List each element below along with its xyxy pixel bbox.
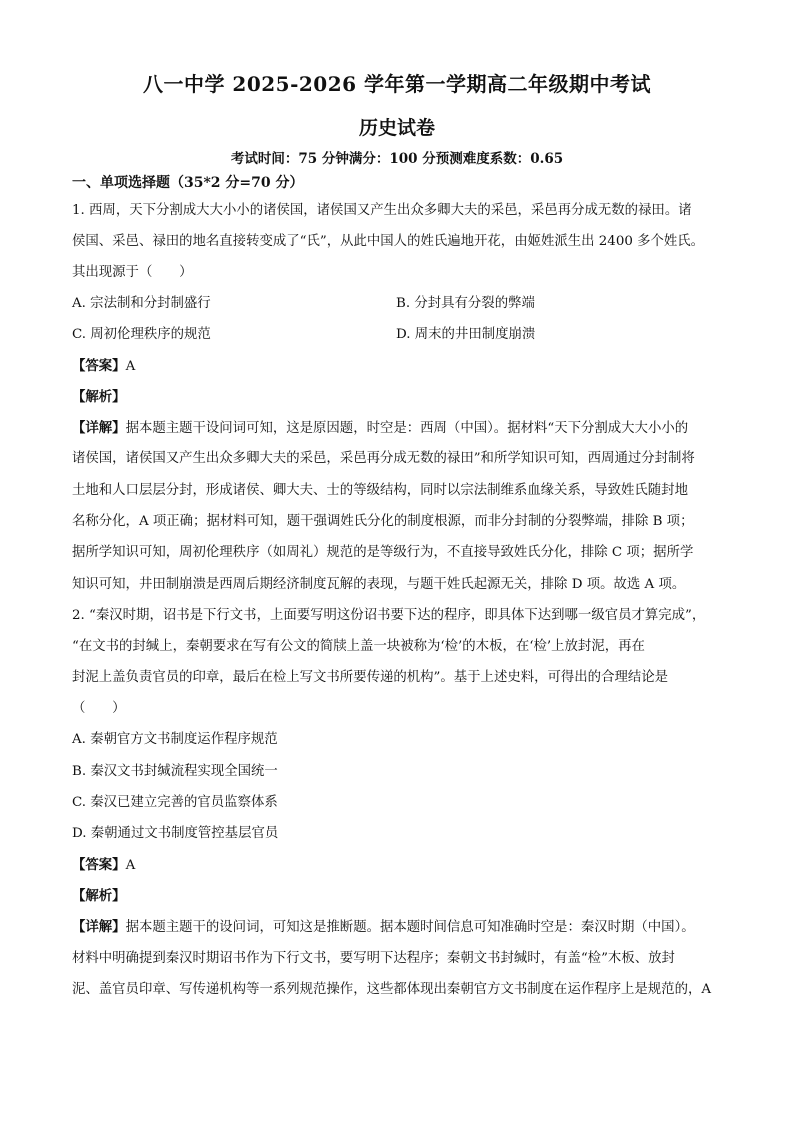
q2-option-c: C. 秦汉已建立完善的官员监察体系 [72,795,278,810]
q1-stem-line: 其出现源于（ ） [72,265,193,280]
q2-option-d: D. 秦朝通过文书制度管控基层官员 [72,826,279,841]
q2-answer [72,856,135,875]
q1-stem-line: 1. 西周，天下分割成大大小小的诸侯国，诸侯国又产生出众多卿大夫的采邑，采邑再分成无数的禄田。诸 [72,203,692,218]
q2-analysis-tag [72,887,126,906]
exam-info: 考试时间：75 分钟满分：100 分预测难度系数：0.65 [230,151,564,167]
detail-tag: 【详解】 [72,919,126,935]
answer-tag: 【答案】 [72,358,126,374]
q1-detail-line: 名称分化，A 项正确；据材料可知，题干强调姓氏分化的制度根源，而非分封制的分裂弊端，排除 B 项； [72,514,694,529]
analysis-tag: 【解析】 [72,389,126,405]
answer-value: A [125,858,136,873]
q2-detail-line: 材料中明确提到秦汉时期诏书作为下行文书，要写明下达程序；秦朝文书封缄时，有盖“检”木板、放封 [72,951,675,966]
detail-text: 据本题主题干的设问词，可知这是推断题。据本题时间信息可知准确时空是：秦汉时期（中国）。 [125,920,695,935]
q2-detail-line: 泥、盖官员印章、写传递机构等一系列规范操作，这些都体现出秦朝官方文书制度在运作程序上是规范的，A [72,982,712,997]
q1-detail-line: 土地和人口层层分封，形成诸侯、卿大夫、士的等级结构，同时以宗法制维系血缘关系，导致姓氏随封地 [72,483,688,498]
q1-detail-line [72,419,688,438]
q1-option-d: D. 周末的井田制度崩溃 [396,327,536,342]
answer-tag: 【答案】 [72,857,126,873]
q1-analysis-tag [72,388,126,407]
q1-answer [72,357,135,376]
q2-stem-line: （ ） [72,701,126,716]
detail-tag: 【详解】 [72,420,126,436]
q2-detail-line [72,918,695,937]
q1-stem-line: 侯国、采邑、禄田的地名直接转变成了“氏”，从此中国人的姓氏遍地开花，由姬姓派生出 2400 多个姓氏。 [72,234,705,249]
analysis-tag: 【解析】 [72,888,126,904]
q1-detail-line: 据所学知识可知，周初伦理秩序（如周礼）规范的是等级行为，不直接导致姓氏分化，排除 C 项；据所学 [72,545,694,560]
subject-title: 历史试卷 [358,117,435,139]
answer-value: A [125,359,136,374]
q1-detail-line: 知识可知，井田制崩溃是西周后期经济制度瓦解的表现，与题干姓氏起源无关，排除 D 项。故选 A 项。 [72,577,686,592]
q2-option-b: B. 秦汉文书封缄流程实现全国统一 [72,764,278,779]
q1-detail-line: 诸侯国，诸侯国又产生出众多卿大夫的采邑，采邑再分成无数的禄田”和所学知识可知，西周通过分封制将 [72,451,695,466]
detail-text: 据本题主题干设问词可知，这是原因题，时空是：西周（中国）。据材料“天下分割成大大小小的 [125,421,689,436]
q1-option-a: A. 宗法制和分封制盛行 [72,296,211,311]
exam-title: 八一中学 2025-2026 学年第一学期高二年级期中考试 [142,72,652,96]
section-heading: 一、单项选择题（35*2 分=70 分） [72,175,304,191]
q1-option-c: C. 周初伦理秩序的规范 [72,327,211,342]
q1-option-b: B. 分封具有分裂的弊端 [396,296,535,311]
q2-option-a: A. 秦朝官方文书制度运作程序规范 [72,732,278,747]
q2-stem-line: 2. “秦汉时期，诏书是下行文书，上面要写明这份诏书要下达的程序，即具体下达到哪一级官员才算完成”， [72,608,706,623]
q2-stem-line: 封泥上盖负责官员的印章，最后在检上写文书所要传递的机构”。基于上述史料，可得出的合理结论是 [72,670,669,685]
q2-stem-line: “在文书的封缄上，秦朝要求在写有公文的简牍上盖一块被称为‘检’的木板，在‘检’上放封泥，再在 [72,639,645,654]
